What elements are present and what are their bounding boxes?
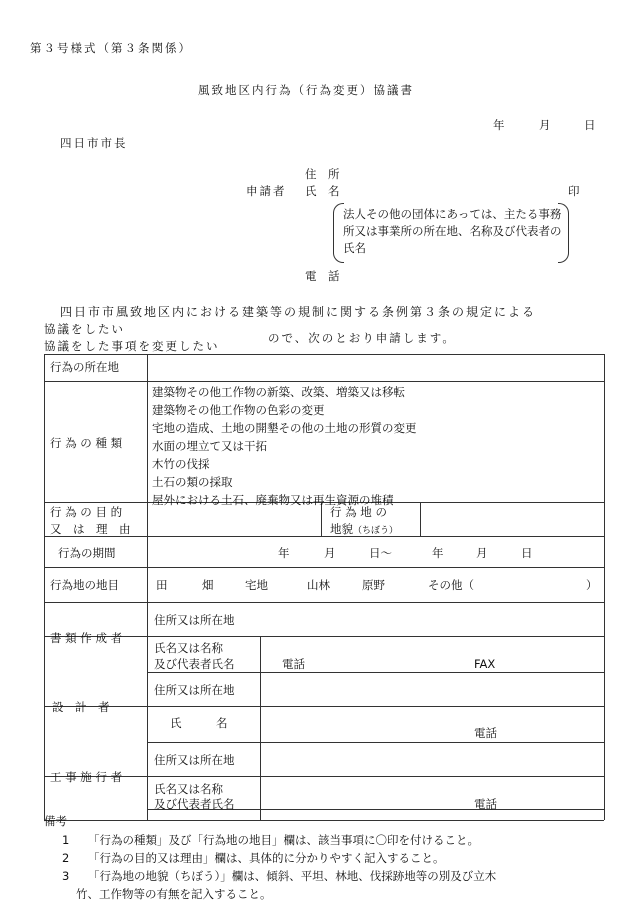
terrain-label-2 bbox=[330, 520, 398, 540]
note-2-num: 2 bbox=[62, 851, 70, 865]
applicant-phone-label: 電 話 bbox=[305, 269, 340, 283]
notes-heading: 備考 bbox=[44, 814, 67, 828]
terrain-label-reading: （ちぼう） bbox=[353, 526, 399, 536]
location-label: 行為の所在地 bbox=[50, 360, 119, 374]
kind-item[interactable]: 木竹の伐採 bbox=[152, 457, 210, 471]
applicant-address-label: 住 所 bbox=[305, 167, 340, 181]
land-cat-other[interactable]: その他（ bbox=[428, 578, 474, 592]
corporate-note-bracket bbox=[333, 203, 569, 261]
constructor-label: 工 事 施 行 者 bbox=[50, 770, 123, 784]
period-end-day: 日 bbox=[521, 546, 533, 560]
kind-item[interactable]: 土石の類の採取 bbox=[152, 475, 233, 489]
period-end-year: 年 bbox=[432, 546, 444, 560]
seal-mark: 印 bbox=[568, 184, 580, 198]
intro-option-consult: 協議をしたい bbox=[44, 322, 125, 336]
constructor-address-label: 住所又は所在地 bbox=[154, 753, 235, 767]
intro-tail: ので、次のとおり申請します。 bbox=[268, 331, 456, 345]
kind-item[interactable]: 建築物その他工作物の色彩の変更 bbox=[152, 403, 325, 417]
date-day: 日 bbox=[584, 118, 596, 132]
kind-label: 行 為 の 種 類 bbox=[50, 436, 123, 450]
document-title: 風致地区内行為（行為変更）協議書 bbox=[198, 83, 414, 97]
kind-item[interactable]: 建築物その他工作物の新築、改築、増築又は移転 bbox=[152, 385, 405, 399]
land-cat-other-close: ） bbox=[586, 578, 598, 592]
kind-list bbox=[152, 383, 417, 509]
purpose-label-1: 行 為 の 目 的 bbox=[50, 505, 123, 519]
designer-name-label: 氏 名 bbox=[170, 716, 228, 730]
designer-phone-label: 電話 bbox=[474, 726, 497, 740]
note-1-num: 1 bbox=[62, 833, 70, 847]
location-value[interactable] bbox=[150, 358, 600, 376]
land-category-label: 行為地の地目 bbox=[50, 578, 119, 592]
terrain-label-main: 地貌 bbox=[330, 522, 353, 536]
preparer-phone-label: 電話 bbox=[282, 657, 305, 671]
period-start-month: 月 bbox=[324, 546, 336, 560]
preparer-fax-label: FAX bbox=[474, 657, 496, 671]
constructor-name-label-2: 及び代表者氏名 bbox=[154, 797, 235, 811]
constructor-phone-label: 電話 bbox=[474, 797, 497, 811]
date-month: 月 bbox=[539, 118, 551, 132]
intro-text: 四日市市風致地区内における建築等の規制に関する条例第３条の規定による bbox=[60, 305, 537, 319]
designer-address-label: 住所又は所在地 bbox=[154, 683, 235, 697]
form-number: 第３号様式（第３条関係） bbox=[30, 41, 192, 55]
terrain-label-1: 行 為 地 の bbox=[330, 505, 387, 519]
land-cat-residential[interactable]: 宅地 bbox=[245, 578, 268, 592]
preparer-name-label-1: 氏名又は名称 bbox=[154, 641, 223, 655]
kind-item[interactable]: 屋外における土石、廃棄物又は再生資源の堆積 bbox=[152, 493, 394, 507]
kind-item[interactable]: 水面の埋立て又は干拓 bbox=[152, 439, 267, 453]
land-cat-field[interactable]: 畑 bbox=[202, 578, 214, 592]
date-year: 年 bbox=[493, 118, 505, 132]
note-2-text: 「行為の目的又は理由」欄は、具体的に分かりやすく記入すること。 bbox=[88, 851, 445, 865]
preparer-label: 書 類 作 成 者 bbox=[50, 631, 123, 645]
note-3-cont: 竹、工作物等の有無を記入すること。 bbox=[76, 887, 272, 901]
land-cat-forest[interactable]: 山林 bbox=[307, 578, 330, 592]
preparer-address-label: 住所又は所在地 bbox=[154, 613, 235, 627]
period-label: 行為の期間 bbox=[58, 546, 116, 560]
addressee: 四日市市長 bbox=[60, 136, 128, 150]
note-3-num: 3 bbox=[62, 869, 70, 883]
corporate-note: 法人その他の団体にあっては、主たる事務所又は事業所の所在地、名称及び代表者の氏名 bbox=[343, 207, 562, 255]
period-start-year: 年 bbox=[278, 546, 290, 560]
land-cat-wasteland[interactable]: 原野 bbox=[362, 578, 385, 592]
period-start-day: 日～ bbox=[369, 546, 392, 560]
terrain-value[interactable] bbox=[425, 508, 600, 528]
constructor-name-label-1: 氏名又は名称 bbox=[154, 782, 223, 796]
period-end-month: 月 bbox=[476, 546, 488, 560]
purpose-value[interactable] bbox=[150, 508, 322, 528]
designer-label: 設 計 者 bbox=[52, 700, 110, 714]
note-1-text: 「行為の種類」及び「行為地の地目」欄は、該当事項に〇印を付けること。 bbox=[88, 833, 479, 847]
intro-option-change: 協議をした事項を変更したい bbox=[44, 339, 220, 353]
note-3-text: 「行為地の地貌（ちぼう）」欄は、傾斜、平坦、林地、伐採跡地等の別及び立木 bbox=[88, 869, 497, 883]
purpose-label-2: 又 は 理 由 bbox=[50, 522, 131, 536]
applicant-name-label: 氏 名 bbox=[305, 184, 340, 198]
applicant-label: 申請者 bbox=[246, 184, 287, 198]
kind-item[interactable]: 宅地の造成、土地の開墾その他の土地の形質の変更 bbox=[152, 421, 417, 435]
preparer-name-label-2: 及び代表者氏名 bbox=[154, 657, 235, 671]
land-cat-rice[interactable]: 田 bbox=[156, 578, 168, 592]
